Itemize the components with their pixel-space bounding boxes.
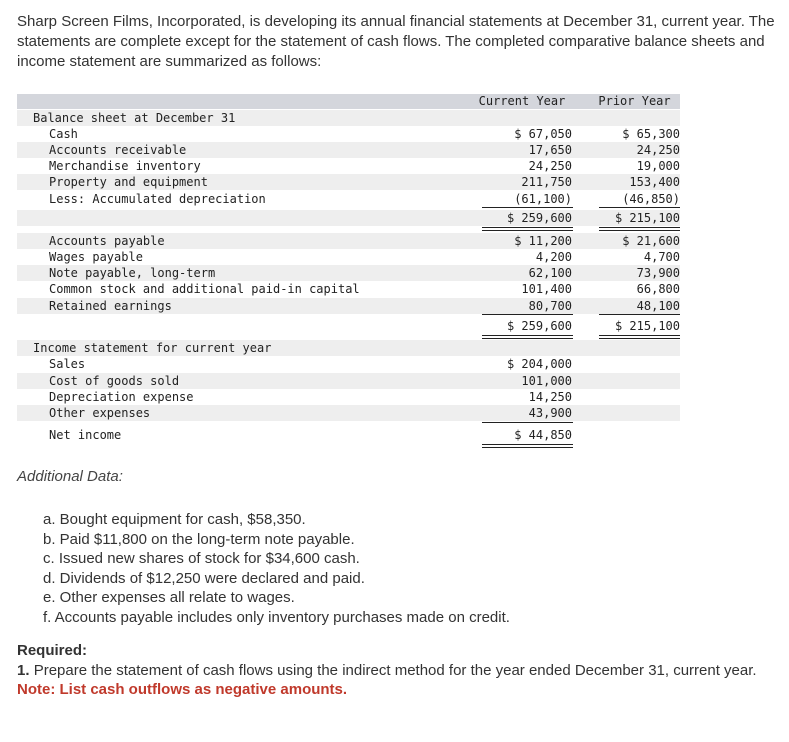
prior-year-value: 4,700 [643,250,680,264]
col-current-year: Current Year [478,94,566,108]
col-prior-year: Prior Year [598,94,671,108]
net-income-row [17,427,680,443]
total-assets-current: $ 259,600 [506,211,572,225]
current-year-value: 101,400 [521,282,572,296]
prior-year-value: 73,900 [636,266,680,280]
current-year-value: (61,100) [514,192,572,206]
prior-year-value: 24,250 [636,143,680,157]
required-note: Note: List cash outflows as negative amounts. [17,681,348,698]
row-label: Common stock and additional paid-in capital [49,282,360,296]
net-income-value: $ 44,850 [514,428,572,442]
subtotal-rule [482,207,573,208]
row-label: Retained earnings [49,299,172,313]
row-label: Other expenses [49,406,151,420]
current-year-value: 17,650 [528,143,572,157]
row-label: Merchandise inventory [49,159,201,173]
double-rule [599,335,680,336]
balance-sheet-title: Balance sheet at December 31 [33,111,236,125]
prior-year-value: 153,400 [629,175,680,189]
list-item: d. Dividends of $12,250 were declared and paid. [43,569,365,587]
table-row [17,174,680,190]
subtotal-rule [482,422,573,423]
double-rule [599,338,680,339]
double-rule [599,227,680,228]
table-row [17,356,680,372]
list-item: f. Accounts payable includes only inventory purchases made on credit. [43,608,510,626]
double-rule [482,338,573,339]
table-row [17,389,680,405]
table-row [17,158,680,174]
table-row [17,142,680,158]
current-year-value: 80,700 [528,299,572,313]
table-header [17,94,680,109]
row-label: Property and equipment [49,175,208,189]
required-item [17,661,777,681]
current-year-value: 4,200 [535,250,572,264]
table-row [17,233,680,249]
subtotal-rule [599,314,680,315]
prior-year-value: 19,000 [636,159,680,173]
current-year-value: 101,000 [521,374,572,388]
list-item: e. Other expenses all relate to wages. [43,589,295,607]
double-rule [482,230,573,231]
additional-data-list [43,510,510,628]
current-year-value: $ 204,000 [506,357,572,371]
subtotal-rule [599,207,680,208]
row-label: Note payable, long-term [49,266,216,280]
problem-intro: Sharp Screen Films, Incorporated, is developing its annual financial statements at December 31, current year. The statements are complete except for the statement of cash flows. The completed comparative balance sheets and income statement are summarized as follows: [17,13,775,70]
current-year-value: 14,250 [528,390,572,404]
prior-year-value: 48,100 [636,299,680,313]
table-row [17,405,680,421]
row-label: Wages payable [49,250,143,264]
row-label: Accounts receivable [49,143,187,157]
list-item: a. Bought equipment for cash, $58,350. [43,511,306,528]
required-number: 1. [17,661,30,679]
row-label: Depreciation expense [49,390,194,404]
table-row [17,281,680,297]
additional-data-title: Additional Data: [17,468,123,485]
table-row [17,265,680,281]
prior-year-value: 66,800 [636,282,680,296]
table-row [17,249,680,265]
income-statement-title-row [17,340,680,356]
total-assets-row [17,210,680,226]
row-label: Accounts payable [49,234,165,248]
total-liabilities-row [17,318,680,334]
table-row [17,298,680,314]
subtotal-rule [482,314,573,315]
prior-year-value: $ 21,600 [622,234,680,248]
current-year-value: 62,100 [528,266,572,280]
required-text: Prepare the statement of cash flows using the indirect method for the year ended December 31, current year. [33,661,757,679]
net-income-label: Net income [49,428,122,442]
double-rule [482,335,573,336]
double-rule [482,447,573,448]
table-row [17,373,680,389]
current-year-value: $ 67,050 [514,127,572,141]
row-label: Less: Accumulated depreciation [49,192,266,206]
current-year-value: $ 11,200 [514,234,572,248]
row-label: Sales [49,357,86,371]
row-label: Cash [49,127,78,141]
prior-year-value: (46,850) [622,192,680,206]
current-year-value: 24,250 [528,159,572,173]
current-year-value: 43,900 [528,406,572,420]
double-rule [599,230,680,231]
income-statement-title: Income statement for current year [33,341,272,355]
prior-year-value: $ 65,300 [622,127,680,141]
list-item: b. Paid $11,800 on the long-term note payable. [43,530,355,548]
double-rule [482,227,573,228]
required-title: Required: [17,642,88,659]
balance-sheet-title-row [17,110,680,126]
row-label: Cost of goods sold [49,374,180,388]
double-rule [482,444,573,445]
list-item: c. Issued new shares of stock for $34,600 cash. [43,550,360,568]
total-liabilities-current: $ 259,600 [506,319,572,333]
total-liabilities-prior: $ 215,100 [614,319,680,333]
current-year-value: 211,750 [521,175,572,189]
total-assets-prior: $ 215,100 [614,211,680,225]
table-row [17,126,680,142]
table-row [17,191,680,207]
required-section [17,641,777,700]
